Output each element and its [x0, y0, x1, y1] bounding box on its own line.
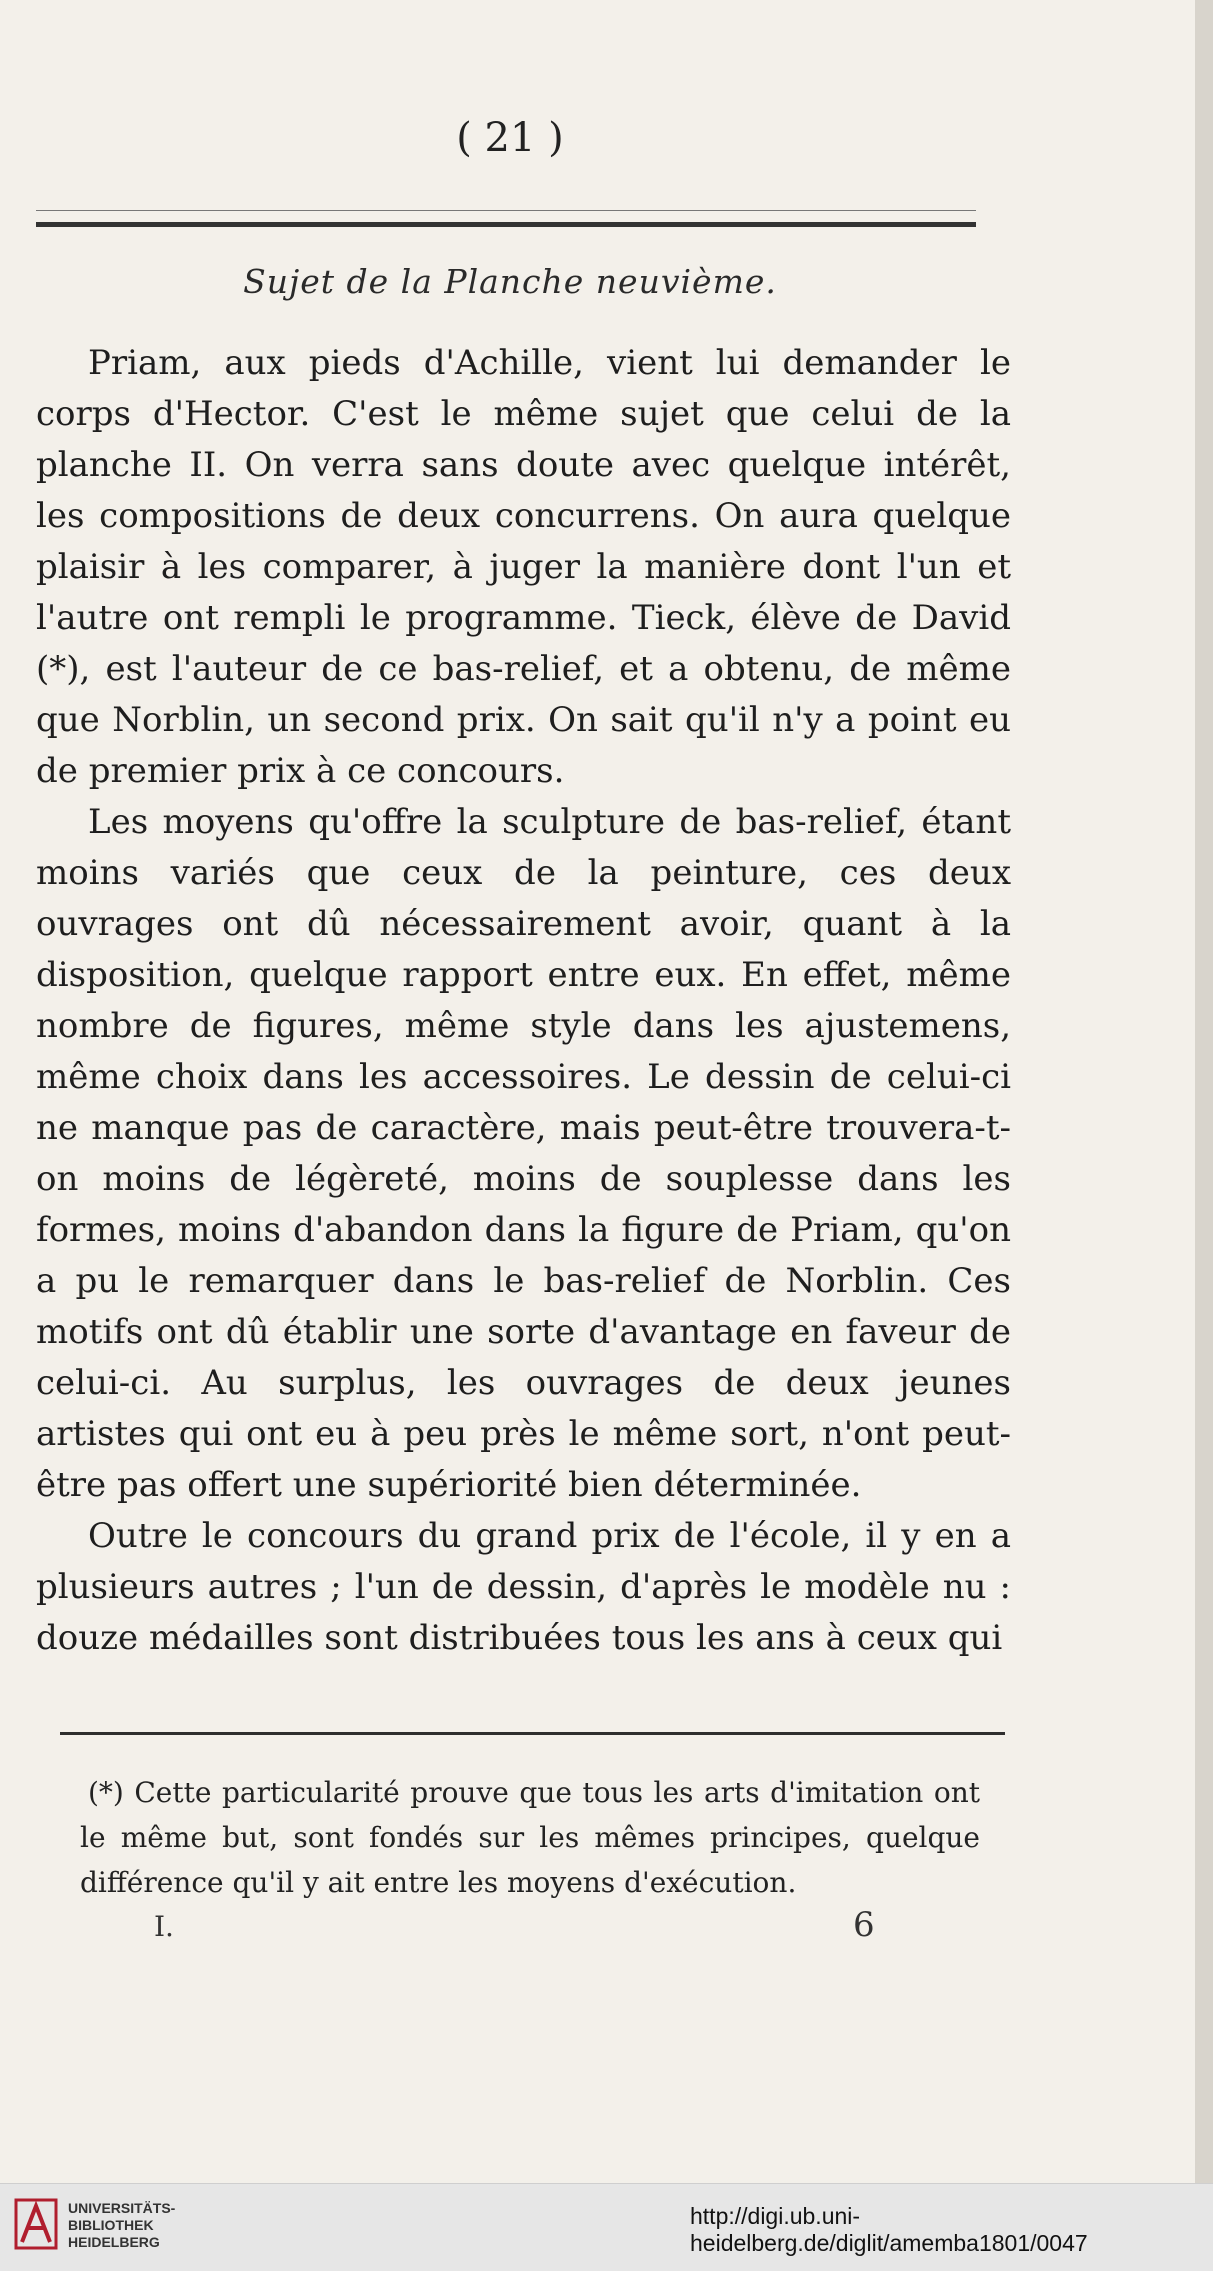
- footnote-rule: [60, 1732, 1005, 1735]
- footnote-text: (*) Cette particularité prouve que tous les arts d'imitation ont le même but, sont fondés sur les mêmes principes, quelque différence qu'il y ait entre les moyens d'exécution.: [80, 1776, 980, 1899]
- page-edge: [1195, 0, 1213, 2183]
- source-url-link[interactable]: http://digi.ub.uni-heidelberg.de/diglit/amemba1801/0047: [690, 2203, 1088, 2256]
- institution-line: UNIVERSITÄTS-: [68, 2200, 176, 2216]
- section-heading: Sujet de la Planche neuvième.: [243, 262, 777, 301]
- paragraph: Priam, aux pieds d'Achille, vient lui demander le corps d'Hector. C'est le même sujet que celui de la planche II. On verra sans doute avec quelque intérêt, les compositions de deux concurrens. On aura quelque plaisir à les comparer, à juger la manière dont l'un et l'autre ont rempli le programme. Tieck, élève de David (*), est l'auteur de ce bas-relief, et a obtenu, de même que Norblin, un second prix. On sait qu'il n'y a point eu de premier prix à ce concours.: [36, 343, 1011, 791]
- header-rule-thick: [36, 222, 976, 227]
- body-text: [36, 338, 1011, 1664]
- header-rule-thin: [36, 210, 976, 211]
- paragraph: Outre le concours du grand prix de l'école, il y en a plusieurs autres ; l'un de dessin, d'après le modèle nu : douze médailles sont distribuées tous les ans à ceux qui: [36, 1516, 1011, 1658]
- institution-line: BIBLIOTHEK: [68, 2217, 154, 2233]
- institution-name: [68, 2200, 175, 2251]
- university-logo-icon: [14, 2198, 58, 2250]
- signature-number: 6: [853, 1905, 875, 1945]
- footnote: [80, 1770, 980, 1905]
- page-number: ( 21 ): [456, 115, 564, 161]
- paragraph: Les moyens qu'offre la sculpture de bas-relief, étant moins variés que ceux de la peinture, ces deux ouvrages ont dû nécessairement avoir, quant à la disposition, quelque rapport entre eux. En effet, même nombre de figures, même style dans les ajustemens, même choix dans les accessoires. Le dessin de celui-ci ne manque pas de caractère, mais peut-être trouvera-t-on moins de légèreté, moins de souplesse dans les formes, moins d'abandon dans la figure de Priam, qu'on a pu le remarquer dans le bas-relief de Norblin. Ces motifs ont dû établir une sorte d'avantage en faveur de celui-ci. Au surplus, les ouvrages de deux jeunes artistes qui ont eu à peu près le même sort, n'ont peut-être pas offert une supériorité bien déterminée.: [36, 802, 1011, 1505]
- institution-line: HEIDELBERG: [68, 2234, 160, 2250]
- signature-mark: I.: [154, 1910, 174, 1943]
